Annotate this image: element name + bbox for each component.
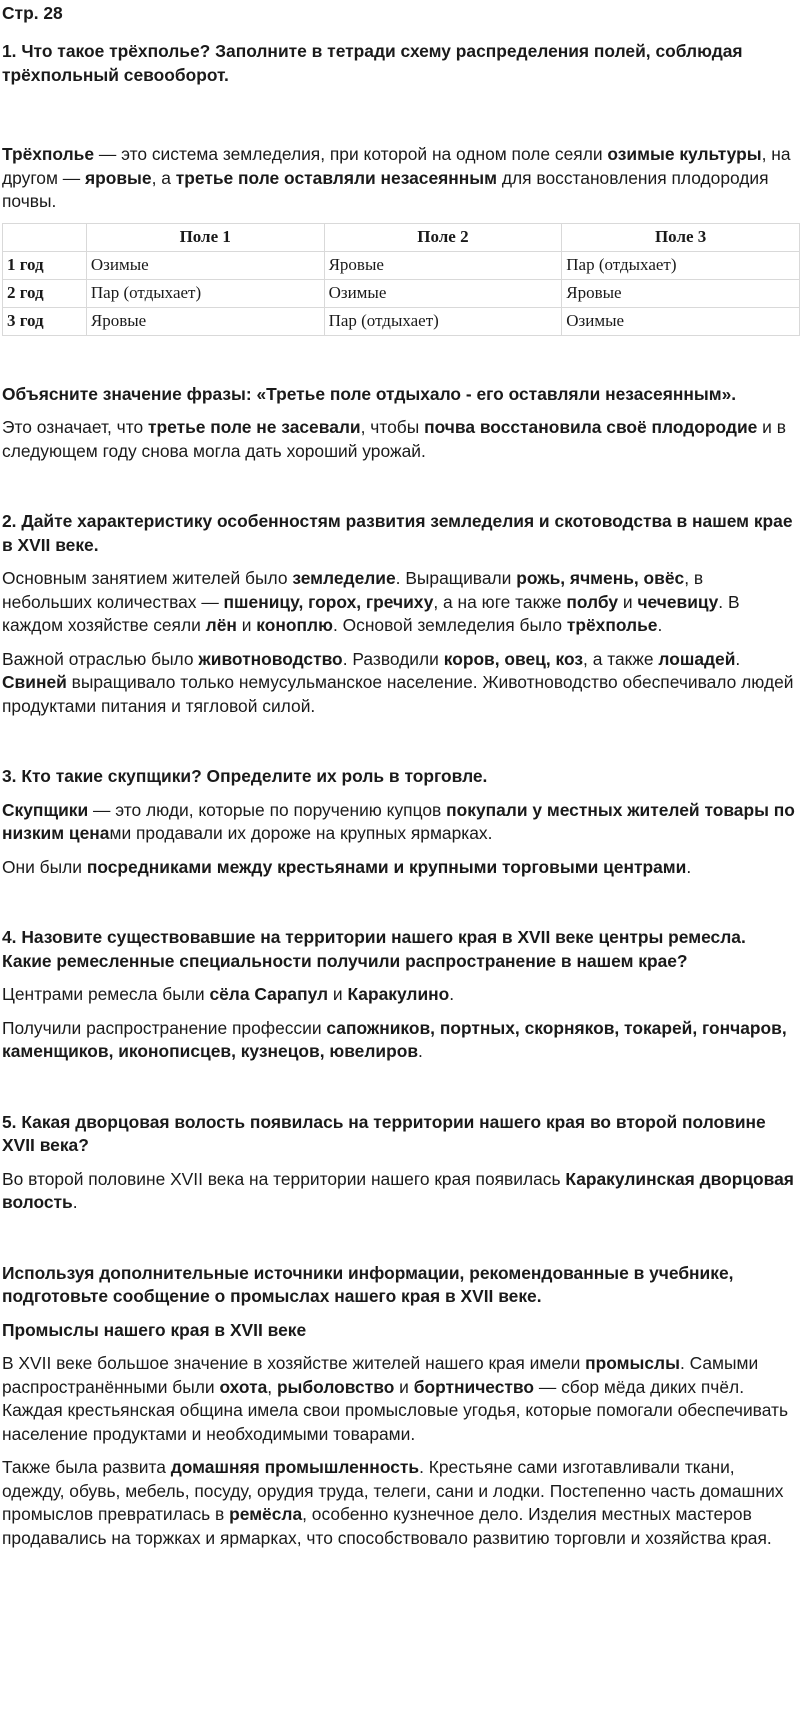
question-5: 5. Какая дворцовая волость появилась на территории нашего края во второй половине XVII века?	[2, 1111, 766, 1155]
essay-title: Промыслы нашего края в XVII веке	[2, 1319, 307, 1340]
table-header-cell	[3, 223, 87, 251]
crop-rotation-table	[2, 223, 800, 336]
table-header-cell: Поле 1	[86, 223, 324, 251]
table-header-cell: Поле 2	[324, 223, 562, 251]
question-1b: Объясните значение фразы: «Третье поле отдыхало - его оставляли незасеянным».	[2, 383, 737, 404]
answer-3-paragraph-1: Скупщики — это люди, которые по поручению купцов покупали у местных жителей товары по низким ценами продавали их дороже на крупных ярмарках.	[2, 799, 795, 843]
question-1: 1. Что такое трёхполье? Заполните в тетради схему распределения полей, соблюдая трёхпольный севооборот.	[2, 41, 743, 85]
table-row	[3, 251, 800, 279]
table-row	[3, 279, 800, 307]
table-cell: Пар (отдыхает)	[324, 307, 562, 335]
table-row-header: 2 год	[3, 279, 87, 307]
table-cell: Яровые	[324, 251, 562, 279]
answer-1b: Это означает, что третье поле не засевали, чтобы почва восстановила своё плодородие и в следующем году снова могла дать хороший урожай.	[2, 417, 786, 461]
essay-paragraph-1: В XVII веке большое значение в хозяйстве жителей нашего края имели промыслы. Самыми распространёнными были охота, рыболовство и бортничество — сбор мёда диких пчёл. Каждая крестьянская община имела свои промысловые угодья, которые помогали обеспечивать население продуктами и необходимыми товарами.	[2, 1353, 789, 1444]
answer-2-paragraph-2: Важной отраслью было животноводство. Разводили коров, овец, коз, а также лошадей. Свиней выращивало только немусульманское население. Животноводство обеспечивало людей продуктами питания и тягловой силой.	[2, 648, 794, 716]
table-cell: Пар (отдыхает)	[86, 279, 324, 307]
question-3: 3. Кто такие скупщики? Определите их роль в торговле.	[2, 766, 488, 786]
table-row	[3, 307, 800, 335]
question-6: Используя дополнительные источники информации, рекомендованные в учебнике, подготовьте сообщение о промыслах нашего края в XVII веке.	[2, 1262, 734, 1306]
page-number: Стр. 28	[2, 3, 63, 23]
answer-3-paragraph-2: Они были посредниками между крестьянами и крупными торговыми центрами.	[2, 856, 692, 877]
table-cell: Озимые	[324, 279, 562, 307]
answer-4-paragraph-2: Получили распространение профессии сапожников, портных, скорняков, токарей, гончаров, каменщиков, иконописцев, кузнецов, ювелиров.	[2, 1017, 787, 1061]
question-2: 2. Дайте характеристику особенностям развития земледелия и скотоводства в нашем крае в XVII веке.	[2, 511, 793, 555]
table-row-header: 3 год	[3, 307, 87, 335]
answer-1: Трёхполье — это система земледелия, при которой на одном поле сеяли озимые культуры, на другом — яровые, а третье поле оставляли незасеянным для восстановления плодородия почвы.	[2, 144, 791, 211]
answer-4-paragraph-1: Центрами ремесла были сёла Сарапул и Каракулино.	[2, 984, 455, 1004]
answer-5: Во второй половине XVII века на территории нашего края появилась Каракулинская дворцовая волость.	[2, 1168, 794, 1212]
table-cell: Озимые	[86, 251, 324, 279]
table-cell: Пар (отдыхает)	[562, 251, 800, 279]
essay-paragraph-2: Также была развита домашняя промышленность. Крестьяне сами изготавливали ткани, одежду, обувь, мебель, посуду, орудия труда, телеги, сани и лодки. Постепенно часть домашних промыслов превратилась в ремёсла, особенно кузнечное дело. Изделия местных мастеров продавались на торжках и ярмарках, что способствовало развитию торговли и хозяйства края.	[2, 1457, 784, 1548]
question-4: 4. Назовите существовавшие на территории нашего края в XVII веке центры ремесла. Какие ремесленные специальности получили распространение в нашем крае?	[2, 927, 746, 971]
answer-2-paragraph-1: Основным занятием жителей было земледелие. Выращивали рожь, ячмень, овёс, в небольших количествах — пшеницу, горох, гречиху, а на юге также полбу и чечевицу. В каждом хозяйстве сеяли лён и коноплю. Основой земледелия было трёхполье.	[2, 568, 740, 635]
table-cell: Яровые	[86, 307, 324, 335]
table-row-header: 1 год	[3, 251, 87, 279]
table-cell: Озимые	[562, 307, 800, 335]
table-header-cell: Поле 3	[562, 223, 800, 251]
table-header-row	[3, 223, 800, 251]
table-cell: Яровые	[562, 279, 800, 307]
